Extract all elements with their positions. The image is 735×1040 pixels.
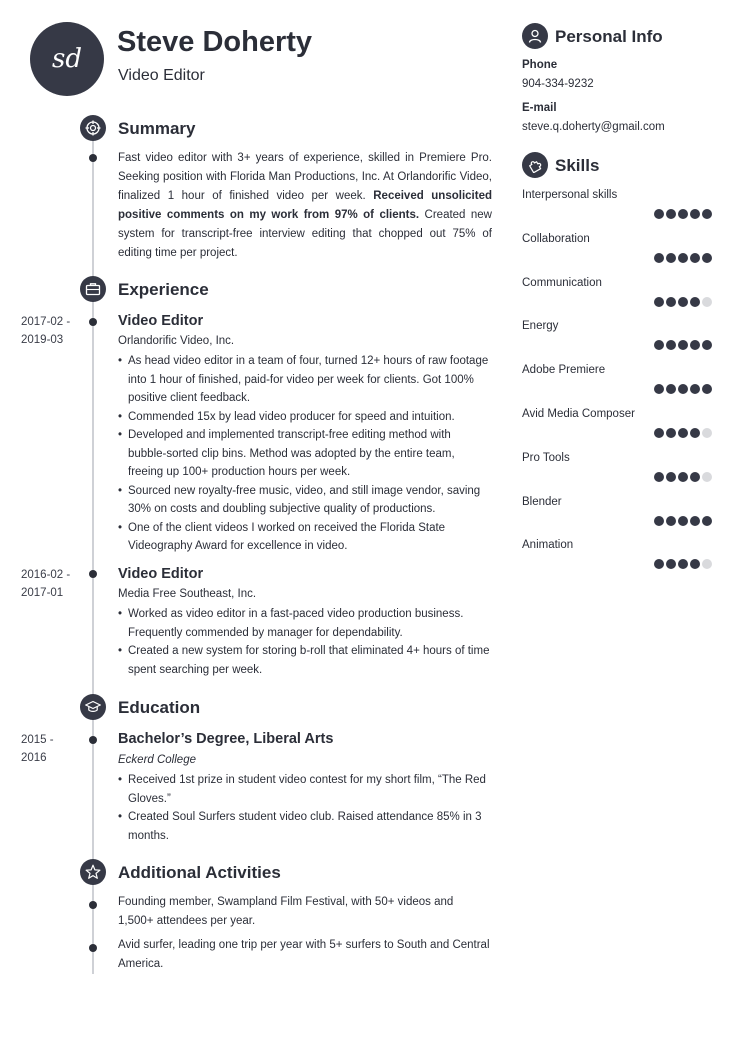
user-icon xyxy=(522,23,548,49)
skill-name: Pro Tools xyxy=(522,451,570,464)
timeline-dot xyxy=(89,901,97,909)
rating-dot-filled xyxy=(678,384,688,394)
summary-heading: Summary xyxy=(118,119,196,138)
puzzle-icon xyxy=(522,152,548,178)
summary-text-part: Fast video editor with 3+ years of experience, skilled in Premiere Pro. Seeking position with Florida Man Productions, Inc. At Orlandorific Video, finalized 1 hour of finished video per week. xyxy=(118,152,492,202)
email-label: E-mail xyxy=(522,102,557,114)
rating-dot-filled xyxy=(690,428,700,438)
skill-rating xyxy=(654,559,712,569)
rating-dot-empty xyxy=(702,297,712,307)
skills-heading: Skills xyxy=(555,156,600,175)
list-item: • As head video editor in a team of four, turned 12+ hours of raw footage into 1 hour of finished, paid-for video per week for clients. Got 100% positive client feedback. xyxy=(118,352,490,408)
skill-name: Animation xyxy=(522,539,574,552)
candidate-title: Video Editor xyxy=(118,67,205,84)
rating-dot-filled xyxy=(666,428,676,438)
skill-row xyxy=(522,277,712,321)
rating-dot-filled xyxy=(690,253,700,263)
list-item: • Created a new system for storing b-roll that eliminated 4+ hours of time spent searching per week. xyxy=(118,642,490,679)
rating-dot-filled xyxy=(654,384,664,394)
activities-heading: Additional Activities xyxy=(118,863,281,882)
rating-dot-empty xyxy=(702,559,712,569)
skill-rating xyxy=(654,253,712,263)
rating-dot-filled xyxy=(678,428,688,438)
job-bullets xyxy=(118,352,490,556)
target-icon xyxy=(80,115,106,141)
list-item: • One of the client videos I worked on received the Florida State Videography Award for excellence in video. xyxy=(118,519,490,556)
rating-dot-filled xyxy=(654,253,664,263)
activity-item: Avid surfer, leading one trip per year with 5+ surfers to South and Central America. xyxy=(118,939,490,970)
rating-dot-filled xyxy=(690,472,700,482)
skill-row xyxy=(522,452,712,496)
timeline-dot xyxy=(89,570,97,578)
candidate-name: Steve Doherty xyxy=(117,26,313,58)
skill-name: Avid Media Composer xyxy=(522,408,635,420)
rating-dot-filled xyxy=(666,516,676,526)
rating-dot-filled xyxy=(654,340,664,350)
rating-dot-filled xyxy=(666,559,676,569)
phone-value: 904-334-9232 xyxy=(522,78,594,90)
rating-dot-filled xyxy=(702,384,712,394)
personal-info-heading: Personal Info xyxy=(555,27,663,46)
rating-dot-filled xyxy=(666,209,676,219)
rating-dot-filled xyxy=(678,340,688,350)
skill-rating xyxy=(654,340,712,350)
timeline-dot xyxy=(89,154,97,162)
timeline-line xyxy=(92,140,94,974)
skill-name: Blender xyxy=(522,495,562,508)
rating-dot-filled xyxy=(690,297,700,307)
skill-name: Collaboration xyxy=(522,232,590,245)
experience-heading: Experience xyxy=(118,280,209,299)
rating-dot-filled xyxy=(654,209,664,219)
job-date-start: 2016-02 - xyxy=(21,569,71,581)
star-icon xyxy=(80,859,106,885)
rating-dot-filled xyxy=(678,559,688,569)
rating-dot-filled xyxy=(654,472,664,482)
rating-dot-filled xyxy=(666,253,676,263)
job-date xyxy=(21,566,70,602)
rating-dot-filled xyxy=(666,384,676,394)
skill-row xyxy=(522,496,712,540)
education-school: Eckerd College xyxy=(118,754,196,766)
avatar-initials: sd xyxy=(52,44,82,74)
skill-rating xyxy=(654,209,712,219)
rating-dot-filled xyxy=(690,384,700,394)
job-title: Video Editor xyxy=(118,566,204,582)
education-date-end: 2016 xyxy=(21,752,47,764)
rating-dot-filled xyxy=(702,340,712,350)
rating-dot-filled xyxy=(654,428,664,438)
job-company: Media Free Southeast, Inc. xyxy=(118,588,257,600)
skill-rating xyxy=(654,428,712,438)
skill-rating xyxy=(654,472,712,482)
rating-dot-filled xyxy=(702,516,712,526)
skill-name: Communication xyxy=(522,276,602,289)
timeline-dot xyxy=(89,736,97,744)
email-value: steve.q.doherty@gmail.com xyxy=(522,121,665,133)
summary-text xyxy=(118,149,492,263)
education-heading: Education xyxy=(118,698,201,717)
skill-rating xyxy=(654,297,712,307)
avatar xyxy=(30,22,104,96)
education-degree: Bachelor’s Degree, Liberal Arts xyxy=(118,731,334,747)
summary-text-part: Created new system for transcript-free interview editing that chopped out 75% of editing time per project. xyxy=(118,209,492,259)
rating-dot-filled xyxy=(678,516,688,526)
skill-row xyxy=(522,408,712,452)
education-date xyxy=(21,731,54,767)
rating-dot-filled xyxy=(678,209,688,219)
rating-dot-filled xyxy=(678,472,688,482)
list-item: • Received 1st prize in student video contest for my short film, “The Red Gloves.” xyxy=(118,771,490,808)
rating-dot-filled xyxy=(654,297,664,307)
rating-dot-filled xyxy=(690,516,700,526)
rating-dot-empty xyxy=(702,472,712,482)
skill-rating xyxy=(654,384,712,394)
phone-label: Phone xyxy=(522,59,558,71)
job-date-end: 2017-01 xyxy=(21,587,64,599)
job-company: Orlandorific Video, Inc. xyxy=(118,335,235,347)
timeline-dot xyxy=(89,318,97,326)
activity-item: Founding member, Swampland Film Festival, with 50+ videos and 1,500+ attendees per year. xyxy=(118,896,454,927)
rating-dot-filled xyxy=(666,472,676,482)
rating-dot-filled xyxy=(702,209,712,219)
skill-row xyxy=(522,233,712,277)
graduation-cap-icon xyxy=(80,694,106,720)
job-date-end: 2019-03 xyxy=(21,334,64,346)
list-item: • Worked as video editor in a fast-paced video production business. Frequently commended by manager for dependability. xyxy=(118,605,490,642)
skill-row xyxy=(522,364,712,408)
skill-name: Interpersonal skills xyxy=(522,189,618,201)
skill-name: Adobe Premiere xyxy=(522,364,606,377)
skill-name: Energy xyxy=(522,320,559,333)
skill-rating xyxy=(654,516,712,526)
rating-dot-filled xyxy=(702,253,712,263)
summary-text-bold: Received unsolicited positive comments on my work from 97% of clients. xyxy=(118,190,492,221)
rating-dot-filled xyxy=(690,340,700,350)
rating-dot-filled xyxy=(666,297,676,307)
list-item: • Developed and implemented transcript-free editing method with bubble-sorted clip bins. Method was adopted by the entire team, freeing up 100+ production hours per week. xyxy=(118,426,490,482)
job-date xyxy=(21,313,70,349)
rating-dot-filled xyxy=(666,340,676,350)
job-title: Video Editor xyxy=(118,313,204,329)
skill-row xyxy=(522,320,712,364)
job-bullets xyxy=(118,605,490,679)
education-date-start: 2015 - xyxy=(21,734,54,746)
briefcase-icon xyxy=(80,276,106,302)
rating-dot-filled xyxy=(678,297,688,307)
rating-dot-filled xyxy=(690,559,700,569)
list-item: • Created Soul Surfers student video club. Raised attendance 85% in 3 months. xyxy=(118,808,490,845)
rating-dot-filled xyxy=(654,559,664,569)
job-date-start: 2017-02 - xyxy=(21,316,71,328)
rating-dot-empty xyxy=(702,428,712,438)
list-item: • Sourced new royalty-free music, video, and still image vendor, saving 30% on costs and doubling subjective quality of productions. xyxy=(118,482,490,519)
timeline-dot xyxy=(89,944,97,952)
skill-row xyxy=(522,189,712,233)
skill-row xyxy=(522,539,712,583)
rating-dot-filled xyxy=(654,516,664,526)
education-bullets xyxy=(118,771,490,845)
list-item: • Commended 15x by lead video producer for speed and intuition. xyxy=(118,408,490,427)
rating-dot-filled xyxy=(678,253,688,263)
rating-dot-filled xyxy=(690,209,700,219)
